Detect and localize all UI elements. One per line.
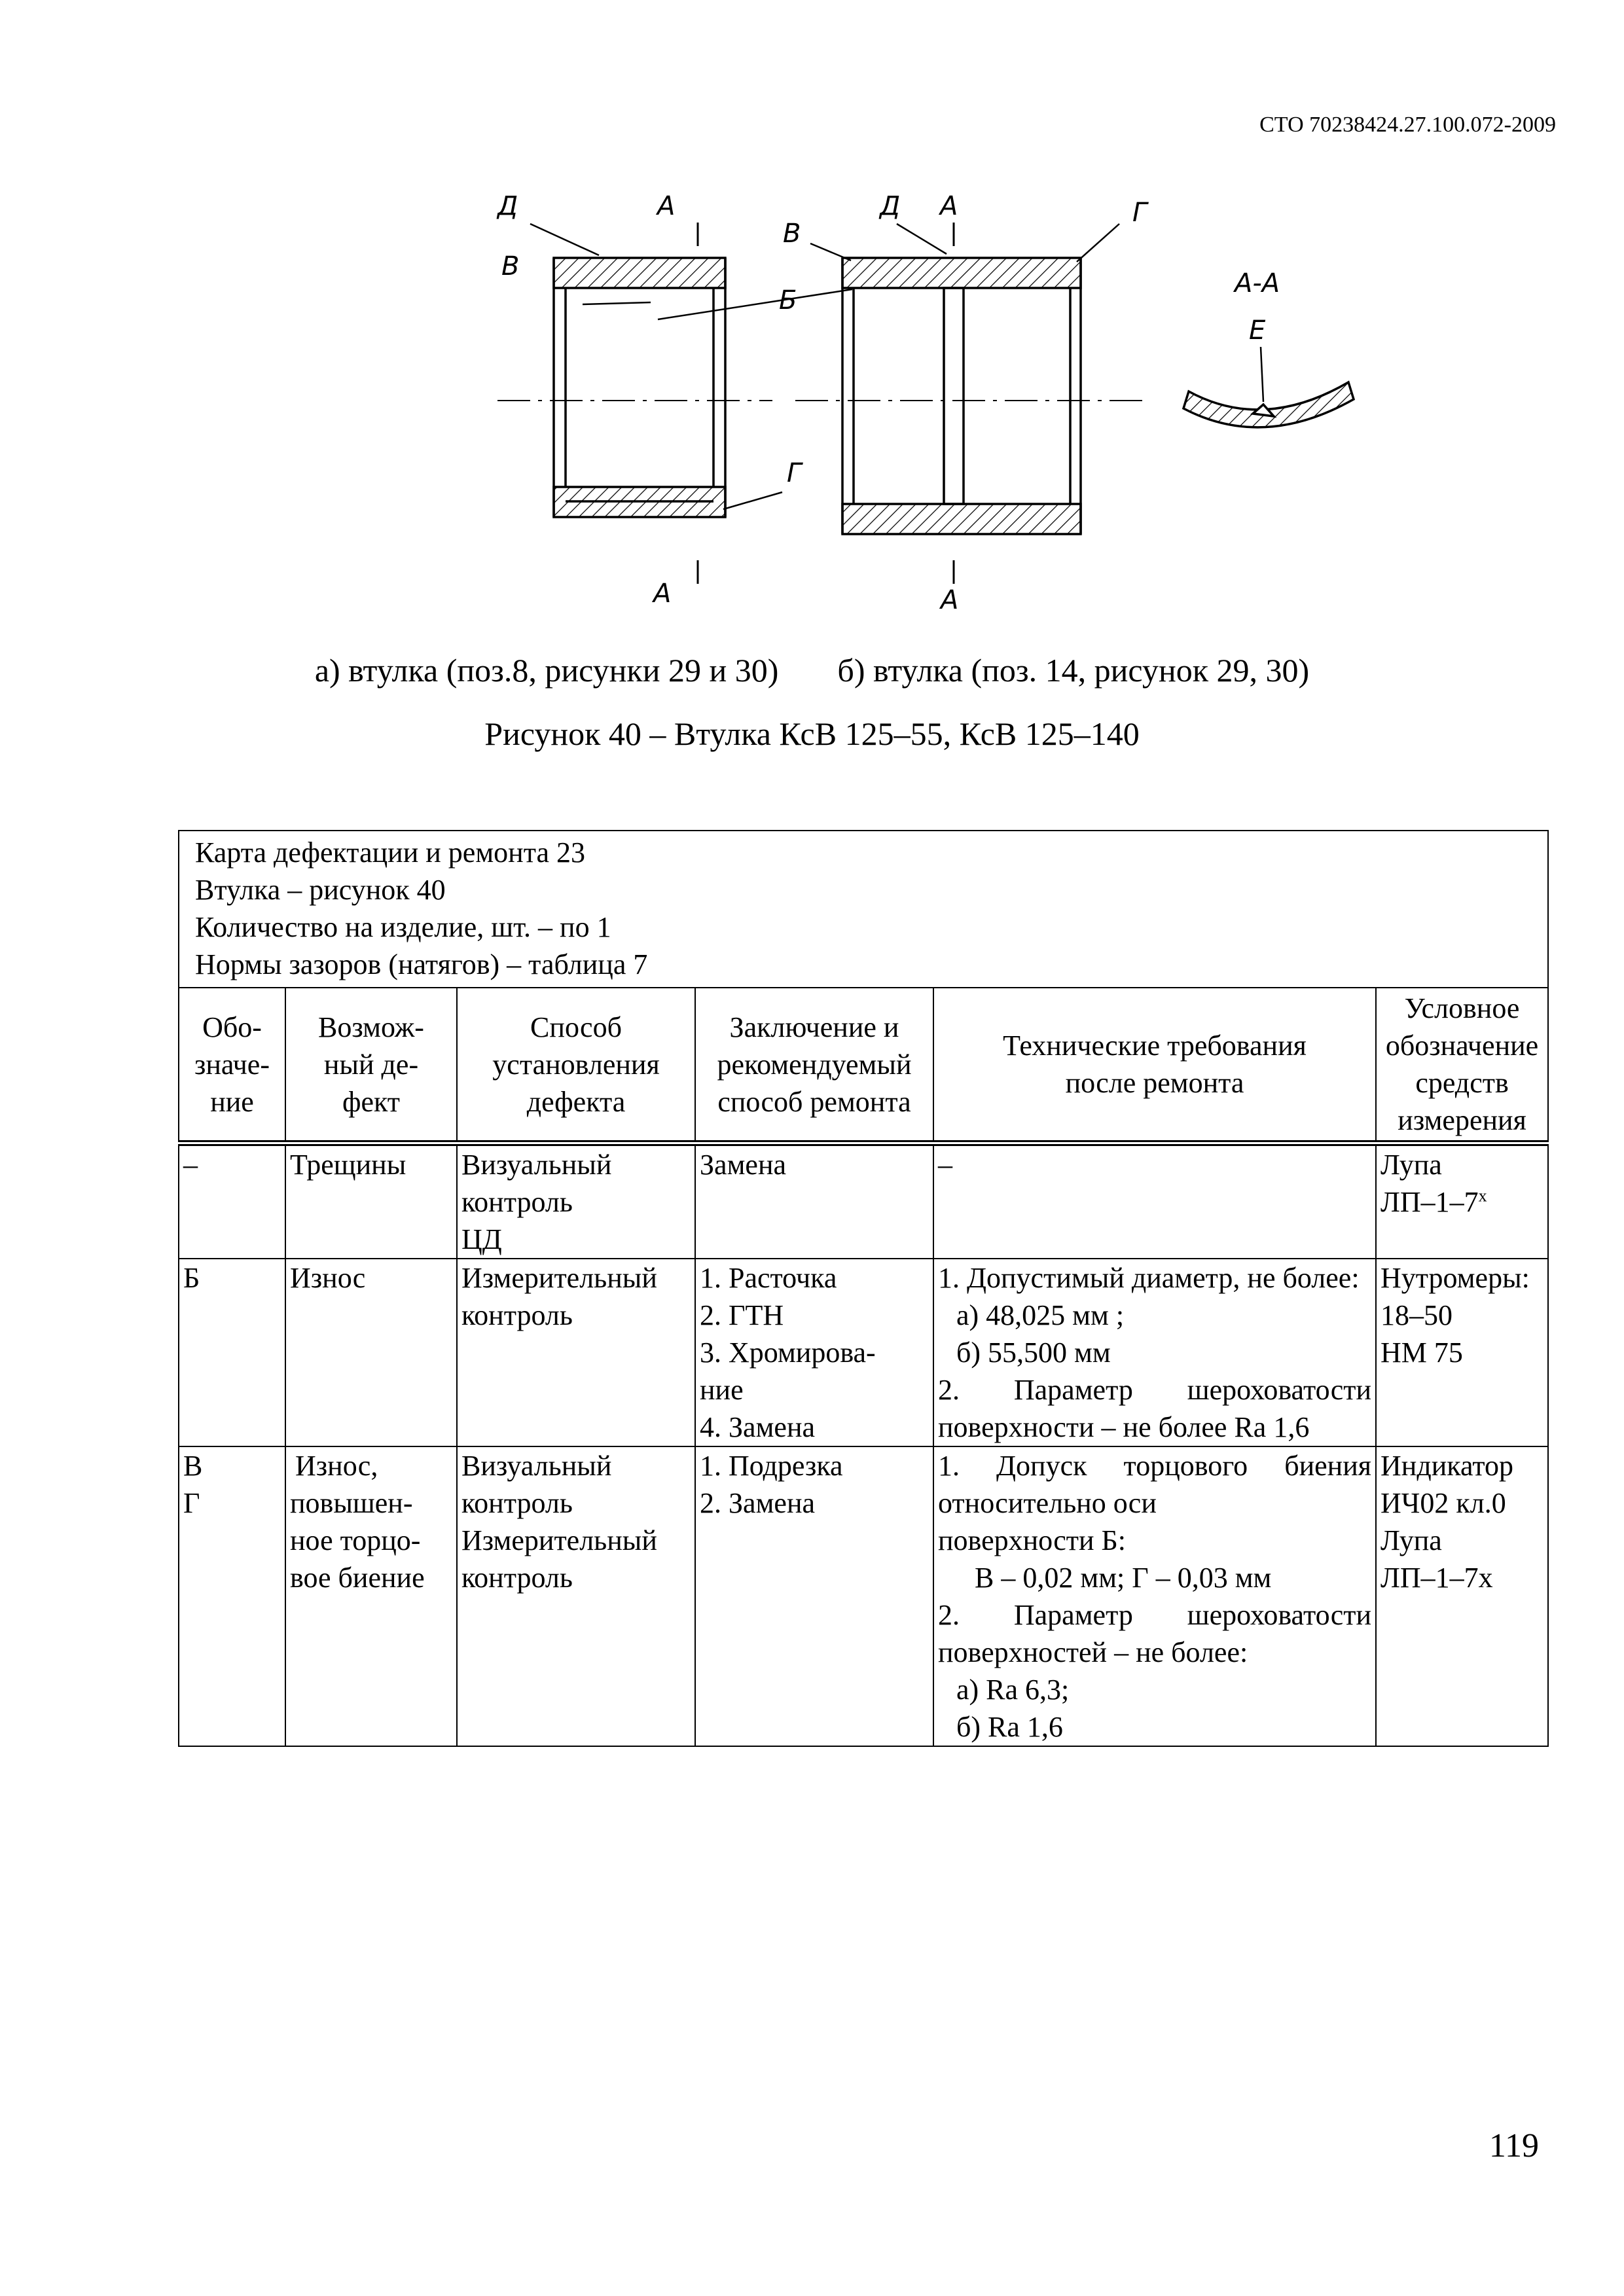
bushing-b-view — [658, 223, 1149, 584]
bushing-b-bottom-wall — [842, 504, 1081, 534]
label-a-bottom-left: А — [653, 579, 672, 609]
bushing-b-groove — [944, 288, 964, 504]
subcaption-b: б) втулка (поз. 14, рисунок 29, 30) — [837, 652, 1310, 689]
col-repair-method: Заключение и рекомендуемый способ ремонта — [695, 988, 933, 1143]
label-a-top-right: А — [940, 191, 958, 221]
label-g-right: Г — [1132, 198, 1147, 228]
card-header — [179, 831, 1548, 988]
label-e: Е — [1249, 315, 1266, 346]
bushing-a-top-wall — [554, 258, 725, 288]
cell-repair: 1. Расточка 2. ГТН 3. Хромирова- ние 4. Замена — [695, 1259, 933, 1446]
cell-designation: В Г — [179, 1446, 285, 1746]
cell-method: Визуальный контроль Измерительный контроль — [457, 1446, 695, 1746]
card-quantity: Количество на изделие, шт. – по 1 — [195, 911, 611, 943]
col-measuring-tools: Условное обозначение средств измерения — [1376, 988, 1548, 1143]
bushing-drawing — [484, 183, 1375, 615]
label-a-bottom-right: А — [941, 585, 959, 615]
label-d-right: Д — [880, 191, 901, 221]
cell-defect: Трещины — [285, 1143, 457, 1259]
label-b: Б — [779, 285, 797, 315]
col-requirements: Технические требования после ремонта — [933, 988, 1376, 1143]
col-defect: Возмож- ный де- фект — [285, 988, 457, 1143]
card-part: Втулка – рисунок 40 — [195, 874, 446, 906]
label-d-left: Д — [497, 191, 518, 221]
bushing-drawing-svg — [484, 183, 1375, 615]
cell-defect: Износ — [285, 1259, 457, 1446]
cell-instrument: Индикатор ИЧ02 кл.0 Лупа ЛП–1–7х — [1376, 1446, 1548, 1746]
cell-repair: 1. Подрезка 2. Замена — [695, 1446, 933, 1746]
label-a-top-left: А — [657, 191, 676, 221]
defect-repair-card-table — [178, 830, 1549, 1747]
cell-method: Измерительный контроль — [457, 1259, 695, 1446]
cell-instrument: Лупа $ЛП-1-7^х$ — [1376, 1143, 1548, 1259]
card-clearance-norms: Нормы зазоров (натягов) – таблица 7 — [195, 948, 648, 980]
cell-requirements: 1. Допуск торцового биения относительно оси поверхности Б: В – 0,02 мм; Г – 0,03 мм 2. Параметр шероховатости поверхностей – не более: а) Ra 6,3; б) Ra 1,6 — [933, 1446, 1376, 1746]
label-v-right: В — [783, 219, 801, 249]
label-v-left: В — [501, 251, 520, 281]
figure-title: Рисунок 40 – Втулка КсВ 125–55, КсВ 125–140 — [484, 715, 1140, 752]
document-code: СТО 70238424.27.100.072-2009 — [1259, 113, 1556, 137]
cell-repair: Замена — [695, 1143, 933, 1259]
label-section-a-a: А-А — [1235, 268, 1280, 298]
cell-designation: Б — [179, 1259, 285, 1446]
figure-subcaptions — [0, 651, 1624, 689]
cell-designation: – — [179, 1143, 285, 1259]
page-number: 119 — [1489, 2127, 1539, 2164]
table-row — [179, 1259, 1548, 1446]
subcaption-a: а) втулка (поз.8, рисунки 29 и 30) — [314, 652, 779, 689]
section-a-a — [1183, 347, 1354, 427]
cell-method: Визуальный контроль ЦД — [457, 1143, 695, 1259]
bushing-b-top-wall — [842, 258, 1081, 288]
bushing-a-view — [497, 223, 782, 584]
col-designation: Обо- значе- ние — [179, 988, 285, 1143]
card-title: Карта дефектации и ремонта 23 — [195, 836, 585, 869]
cell-defect: Износ, повышен- ное торцо- вое биение — [285, 1446, 457, 1746]
cell-instrument: Нутромеры: 18–50 НМ 75 — [1376, 1259, 1548, 1446]
col-detection-method: Способ установления дефекта — [457, 988, 695, 1143]
label-g-left: Г — [787, 458, 802, 488]
cell-requirements: – — [933, 1143, 1376, 1259]
cell-requirements: 1. Допустимый диаметр, не более: а) 48,025 мм ; б) 55,500 мм 2. Параметр шероховатости поверхности – не более Ra 1,6 — [933, 1259, 1376, 1446]
table-row — [179, 1446, 1548, 1746]
table-row — [179, 1143, 1548, 1259]
